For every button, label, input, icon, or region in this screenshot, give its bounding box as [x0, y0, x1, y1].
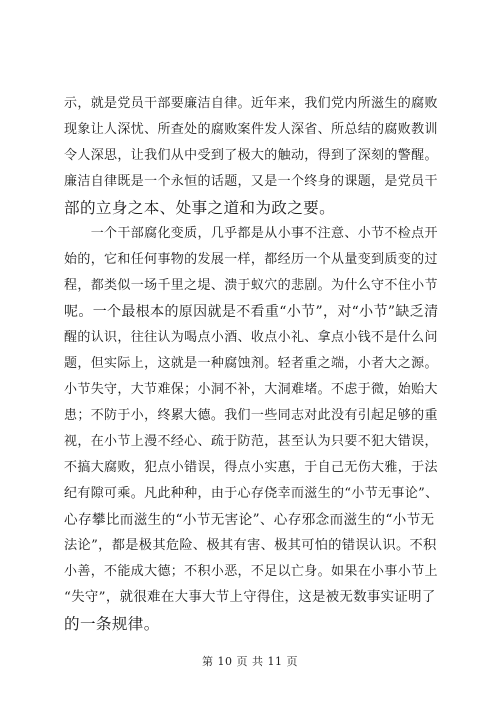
paragraph-line: 心存攀比而滋生的“小节无害论”、心存邪念而滋生的“小节无 [64, 512, 435, 528]
paragraph-line: 纪有隙可乘。凡此种种，由于心存侥幸而滋生的“小节无事论”、 [64, 486, 439, 501]
paragraph-line: 部的立身之本、处事之道和为政之要。 [64, 199, 336, 217]
paragraph-line: 不搞大腐败，犯点小错误，得点小实惠，于自己无伤大雅，于法 [64, 460, 438, 475]
paragraph-line: 题，但实际上，这就是一种腐蚀剂。轻者重之端，小者大之源。 [64, 356, 438, 371]
paragraph-line: 小善，不能成大德；不积小恶，不足以亡身。如果在小事小节上 [64, 564, 438, 579]
paragraph-line: 廉洁自律既是一个永恒的话题，又是一个终身的课题，是党员干 [64, 174, 438, 189]
paragraph-line: 现象让人深忧、所查处的腐败案件发人深省、所总结的腐败教训 [64, 122, 438, 137]
page-number-footer: 第 10 页 共 11 页 [202, 655, 298, 668]
paragraph-line: 程，都类似一场千里之堤、溃于蚁穴的悲剧。为什么守不住小节 [64, 278, 438, 293]
paragraph-line: 呢。一个最根本的原因就是不看重“小节”，对“小节”缺乏清 [64, 304, 439, 320]
paragraph-line: 视，在小节上漫不经心、疏于防范，甚至认为只要不犯大错误， [64, 434, 438, 449]
paragraph-line: 的一条规律。 [64, 615, 160, 633]
paragraph-line: 小节失守，大节难保；小洞不补，大洞难堵。不虑于微，始贻大 [64, 382, 438, 397]
paragraph-line: 患；不防于小，终累大德。我们一些同志对此没有引起足够的重 [64, 408, 438, 423]
paragraph-line: 示，就是党员干部要廉洁自律。近年来，我们党内所滋生的腐败 [64, 96, 438, 111]
paragraph-line: 法论”，都是极其危险、极其有害、极其可怕的错误认识。不积 [64, 538, 437, 553]
paragraph-line: “失守”，就很难在大事大节上守得住，这是被无数事实证明了 [64, 590, 436, 605]
paragraph-line: 令人深思，让我们从中受到了极大的触动，得到了深刻的警醒。 [64, 148, 438, 163]
paragraph-line: 一个干部腐化变质，几乎都是从小事不注意、小节不检点开 [64, 226, 438, 241]
paragraph-line: 醒的认识，往往认为喝点小酒、收点小礼、拿点小钱不是什么问 [64, 330, 438, 345]
paragraph-line: 始的，它和任何事物的发展一样，都经历一个从量变到质变的过 [64, 252, 438, 267]
